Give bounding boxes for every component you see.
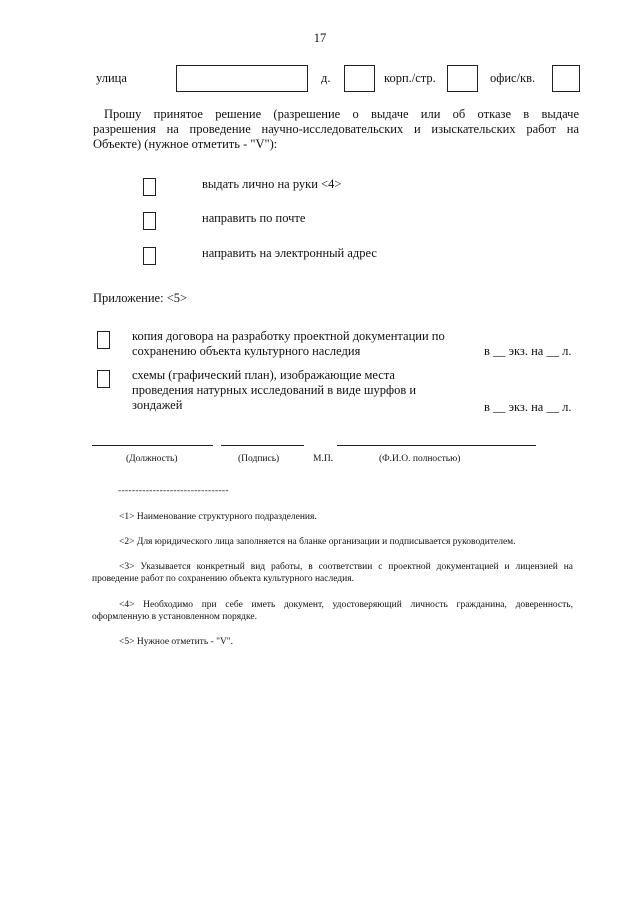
delivery-option-checkbox-3[interactable]	[143, 247, 156, 265]
stamp-caption: М.П.	[313, 454, 334, 464]
house-field[interactable]	[344, 65, 375, 92]
house-label: д.	[321, 71, 331, 85]
footnote-1: <1> Наименование структурного подразделения.	[119, 512, 317, 522]
delivery-option-checkbox-1[interactable]	[143, 178, 156, 196]
attachment-2-copies: в __ экз. на __ л.	[484, 400, 572, 414]
name-caption: (Ф.И.О. полностью)	[379, 454, 461, 464]
delivery-option-label-2: направить по почте	[202, 211, 306, 225]
office-field[interactable]	[552, 65, 580, 92]
request-line-3: Объекте) (нужное отметить - "V"):	[93, 137, 278, 151]
attachment-1-copies: в __ экз. на __ л.	[484, 344, 572, 358]
attachment-1-line-2: сохранению объекта культурного наследия	[132, 344, 361, 358]
footnote-4-line-1: <4> Необходимо при себе иметь документ, удостоверяющий личность гражданина, доверенность,	[119, 600, 573, 610]
attachment-2-line-2: проведения натурных исследований в виде шурфов и	[132, 383, 417, 397]
attachment-checkbox-2[interactable]	[97, 370, 110, 388]
footnote-2: <2> Для юридического лица заполняется на бланке организации и подписывается руководителем.	[119, 537, 516, 547]
page-number: 17	[313, 31, 327, 45]
footnote-separator: --------------------------------	[118, 486, 229, 496]
signature-caption: (Подпись)	[238, 454, 280, 464]
attachment-2-line-1: схемы (графический план), изображающие места	[132, 368, 395, 382]
delivery-option-label-3: направить на электронный адрес	[202, 246, 377, 260]
request-line-1: Прошу принятое решение (разрешение о выдаче или об отказе в выдаче	[104, 107, 579, 121]
position-line	[92, 445, 213, 446]
building-label: корп./стр.	[384, 71, 436, 85]
signature-line	[221, 445, 304, 446]
attachment-2-line-3: зондажей	[132, 398, 183, 412]
request-line-2: разрешения на проведение научно-исследовательских и изыскательских работ на	[93, 122, 579, 136]
attachment-1-line-1: копия договора на разработку проектной документации по	[132, 329, 445, 343]
footnote-4-line-2: оформленную в установленном порядке.	[92, 612, 257, 622]
street-label: улица	[96, 71, 127, 85]
street-field[interactable]	[176, 65, 308, 92]
office-label: офис/кв.	[490, 71, 536, 85]
position-caption: (Должность)	[126, 454, 178, 464]
name-line	[337, 445, 536, 446]
building-field[interactable]	[447, 65, 478, 92]
footnote-3-line-2: проведение работ по сохранению объекта культурного наследия.	[92, 574, 354, 584]
footnote-3-line-1: <3> Указывается конкретный вид работы, в соответствии с проектной документацией и лицензией на	[119, 562, 573, 572]
attachment-checkbox-1[interactable]	[97, 331, 110, 349]
delivery-option-label-1: выдать лично на руки <4>	[202, 177, 342, 191]
attachments-title: Приложение: <5>	[93, 291, 188, 305]
delivery-option-checkbox-2[interactable]	[143, 212, 156, 230]
footnote-5: <5> Нужное отметить - "V".	[119, 637, 234, 647]
